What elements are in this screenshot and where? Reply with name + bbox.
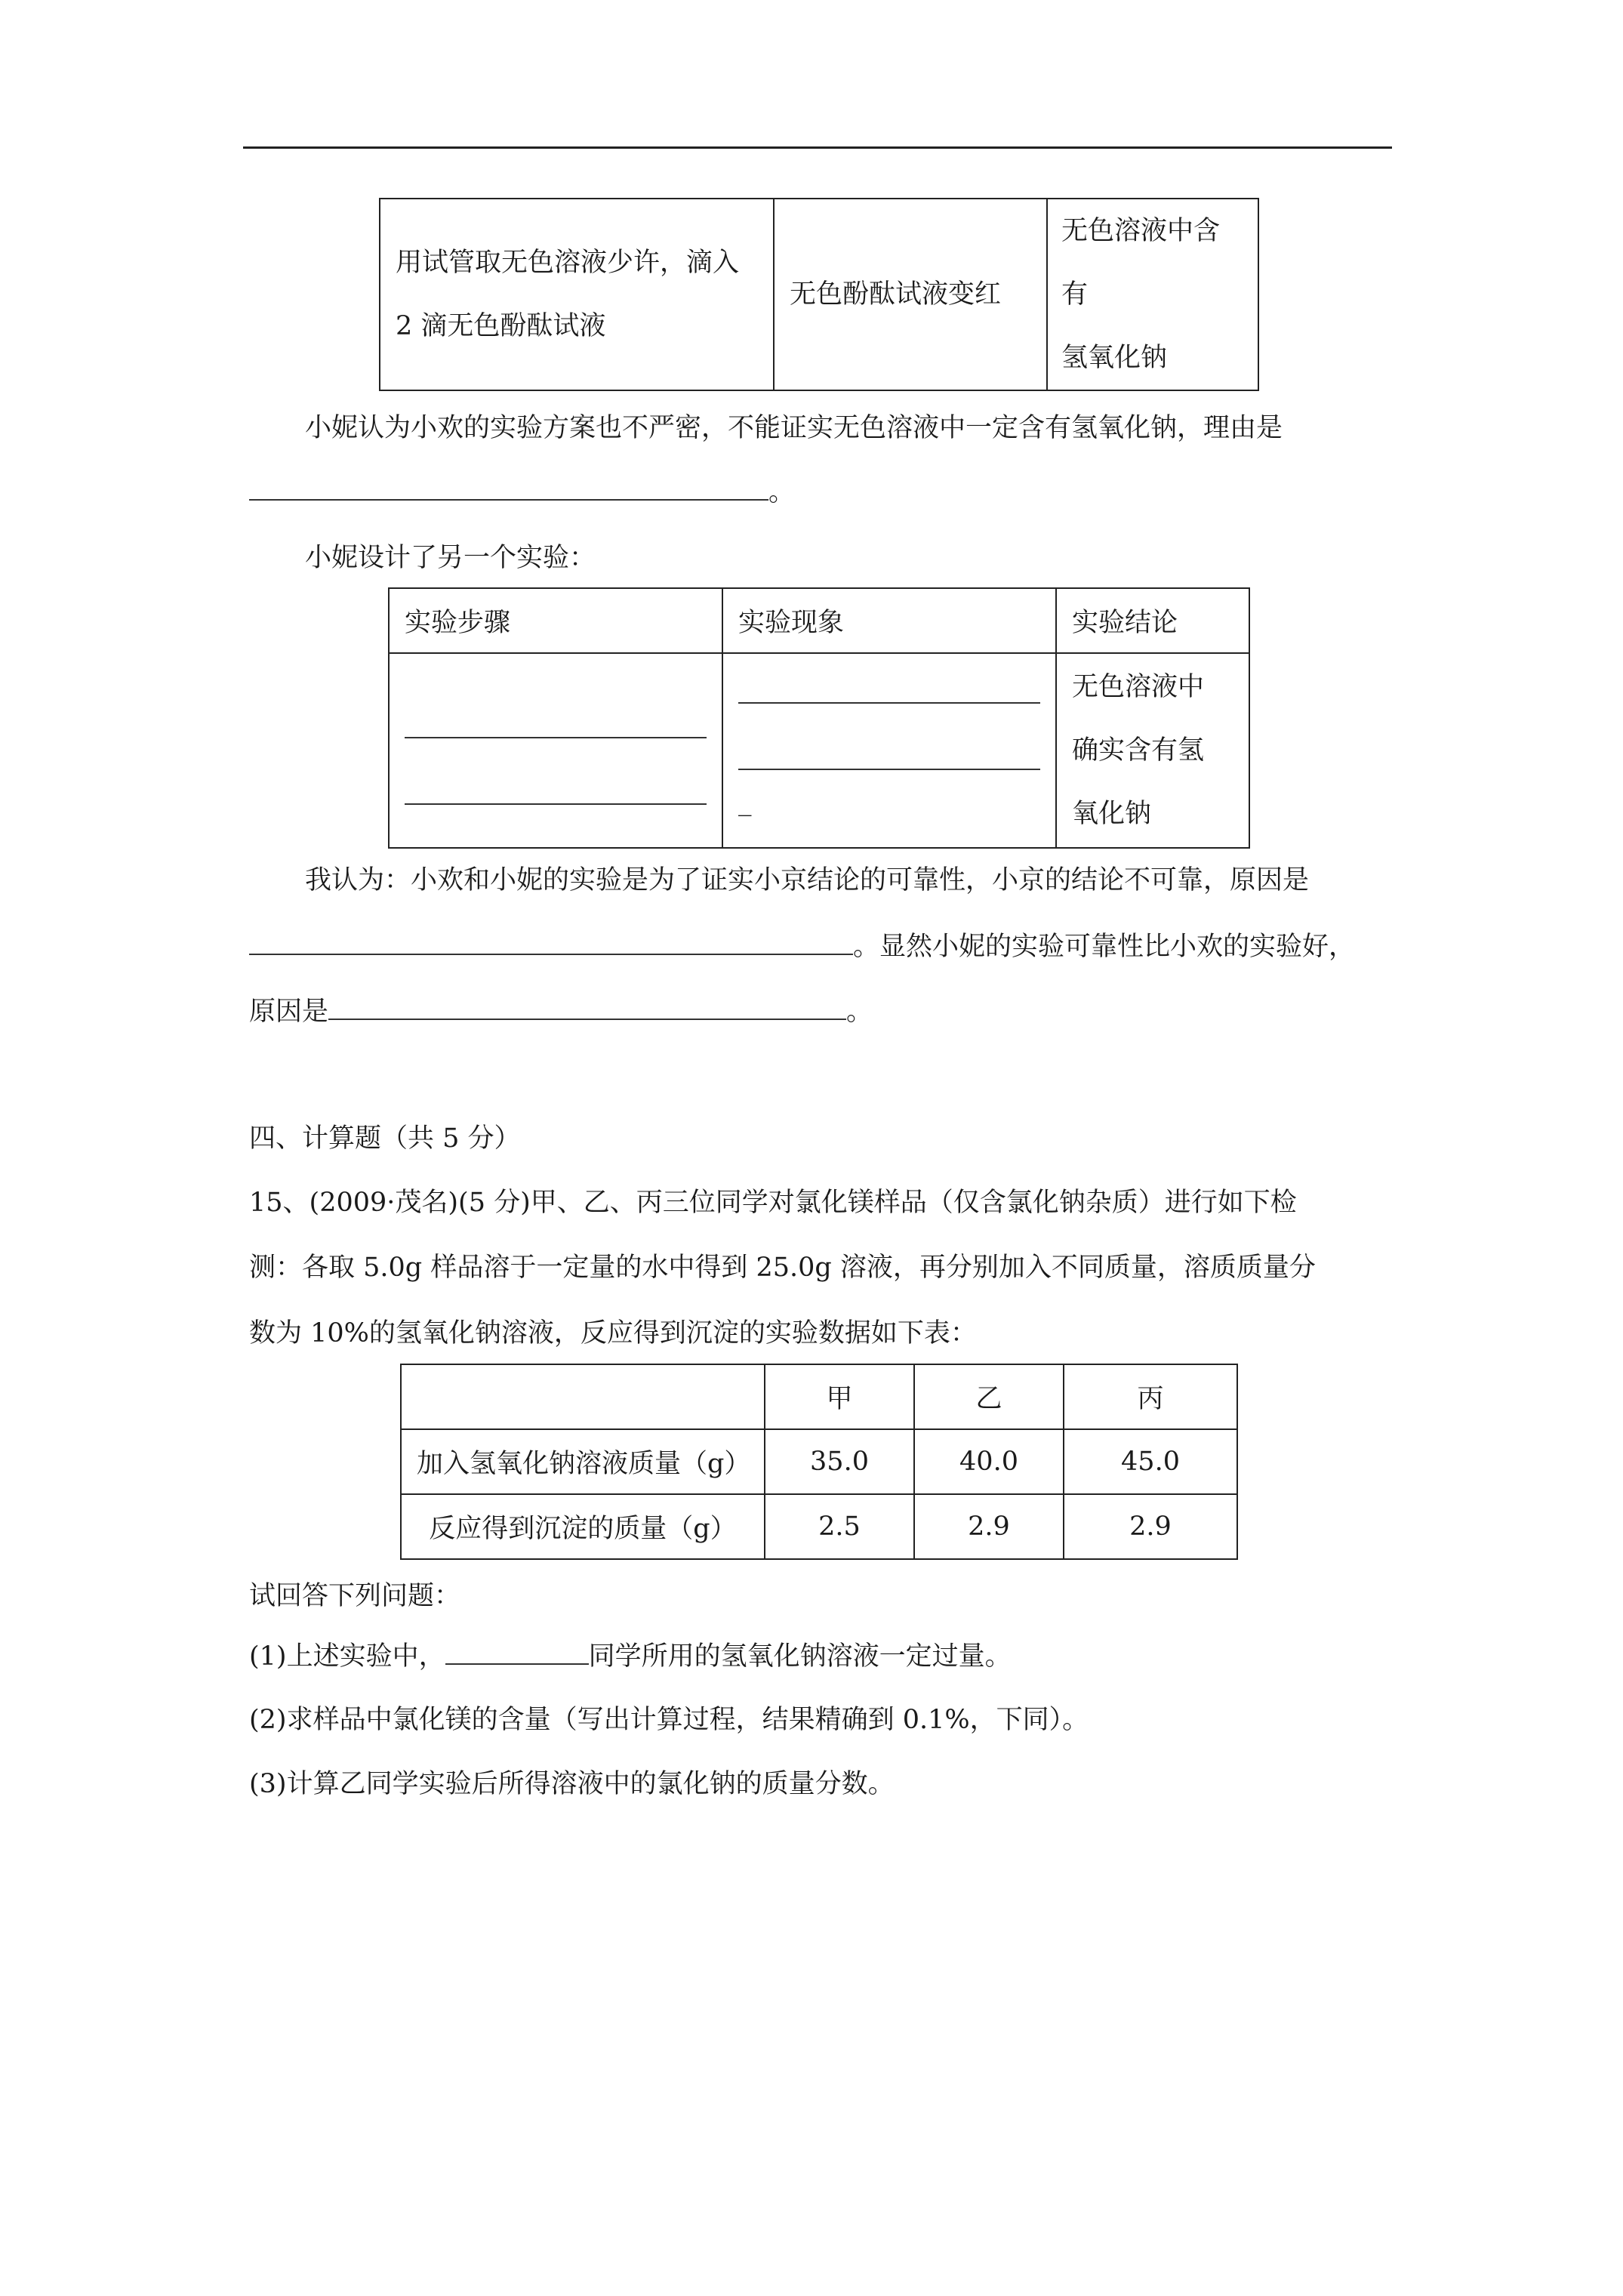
header-yi: 乙 — [914, 1364, 1064, 1429]
para-reason-blank: 。 — [249, 476, 795, 509]
phenomenon-cell: 无色酚酞试液变红 — [774, 199, 1047, 390]
row-label: 加入氢氧化钠溶液质量（g） — [401, 1429, 765, 1494]
section-title: 四、计算题（共 5 分） — [249, 1123, 521, 1154]
table-row — [389, 653, 1249, 848]
experiment-table-2 — [388, 587, 1250, 849]
sub-question-1: (1)上述实验中， 同学所用的氢氧化钠溶液一定过量。 — [249, 1641, 1012, 1672]
cell-value: 35.0 — [765, 1429, 914, 1494]
conclusion-cell — [1056, 653, 1249, 848]
step-line-2: 2 滴无色酚酞试液 — [396, 311, 606, 341]
question-15-line-1: 15、(2009·茂名)(5 分)甲、乙、丙三位同学对氯化镁样品（仅含氯化钠杂质）进行如下检 — [249, 1188, 1297, 1218]
answer-blank[interactable] — [249, 931, 853, 955]
header-phenomenon: 实验现象 — [722, 588, 1056, 653]
table-row — [401, 1429, 1237, 1494]
table-header-row — [401, 1364, 1237, 1429]
conclusion-line-1: 无色溶液中含 — [1061, 216, 1221, 246]
para-reason-2: 原因是 。 — [249, 997, 873, 1027]
header-conclusion: 实验结论 — [1056, 588, 1249, 653]
sub-question-2: (2)求样品中氯化镁的含量（写出计算过程，结果精确到 0.1%，下同）。 — [249, 1705, 1089, 1735]
conclusion-line-3: 氧化钠 — [1072, 799, 1152, 829]
cell-value: 2.9 — [914, 1494, 1064, 1559]
step-blank-cell — [389, 653, 722, 848]
answer-prompt: 试回答下列问题： — [249, 1581, 461, 1611]
phenomenon-blank-cell — [722, 653, 1056, 848]
experiment-table-1 — [379, 198, 1259, 391]
table-row — [380, 199, 1258, 390]
question-15-line-2: 测：各取 5.0g 样品溶于一定量的水中得到 25.0g 溶液，再分别加入不同质量，溶质质量分 — [249, 1253, 1316, 1283]
conclusion-line-2: 有 — [1061, 279, 1089, 310]
step-cell — [380, 199, 774, 390]
header-rule — [243, 146, 1392, 149]
sub-question-3: (3)计算乙同学实验后所得溶液中的氯化钠的质量分数。 — [249, 1769, 895, 1799]
cell-value: 40.0 — [914, 1429, 1064, 1494]
answer-blank[interactable] — [445, 1641, 589, 1665]
conclusion-line-3: 氢氧化钠 — [1061, 343, 1168, 373]
phenomenon-tail: _ — [738, 787, 752, 817]
question-15-line-3: 数为 10%的氢氧化钠溶液，反应得到沉淀的实验数据如下表： — [249, 1318, 977, 1348]
header-step: 实验步骤 — [389, 588, 722, 653]
header-empty — [401, 1364, 765, 1429]
row-label: 反应得到沉淀的质量（g） — [401, 1494, 765, 1559]
cell-value: 2.9 — [1064, 1494, 1237, 1559]
answer-blank[interactable] — [249, 476, 768, 501]
cell-value: 45.0 — [1064, 1429, 1237, 1494]
conclusion-cell — [1047, 199, 1258, 390]
para-my-view: 我认为：小欢和小妮的实验是为了证实小京结论的可靠性，小京的结论不可靠，原因是 — [305, 865, 1310, 895]
answer-blank[interactable] — [328, 996, 846, 1020]
step-line-1: 用试管取无色溶液少许，滴入 — [396, 248, 740, 278]
data-table — [400, 1364, 1238, 1560]
header-bing: 丙 — [1064, 1364, 1237, 1429]
table-row — [401, 1494, 1237, 1559]
para-reason-prompt: 小妮认为小欢的实验方案也不严密，不能证实无色溶液中一定含有氢氧化钠，理由是 — [305, 413, 1283, 443]
table-header-row — [389, 588, 1249, 653]
conclusion-line-1: 无色溶液中 — [1072, 672, 1205, 702]
para-another-experiment: 小妮设计了另一个实验： — [305, 543, 596, 573]
para-reason-1: 。显然小妮的实验可靠性比小欢的实验好， — [249, 930, 1355, 963]
header-jia: 甲 — [765, 1364, 914, 1429]
conclusion-line-2: 确实含有氢 — [1072, 735, 1205, 766]
cell-value: 2.5 — [765, 1494, 914, 1559]
